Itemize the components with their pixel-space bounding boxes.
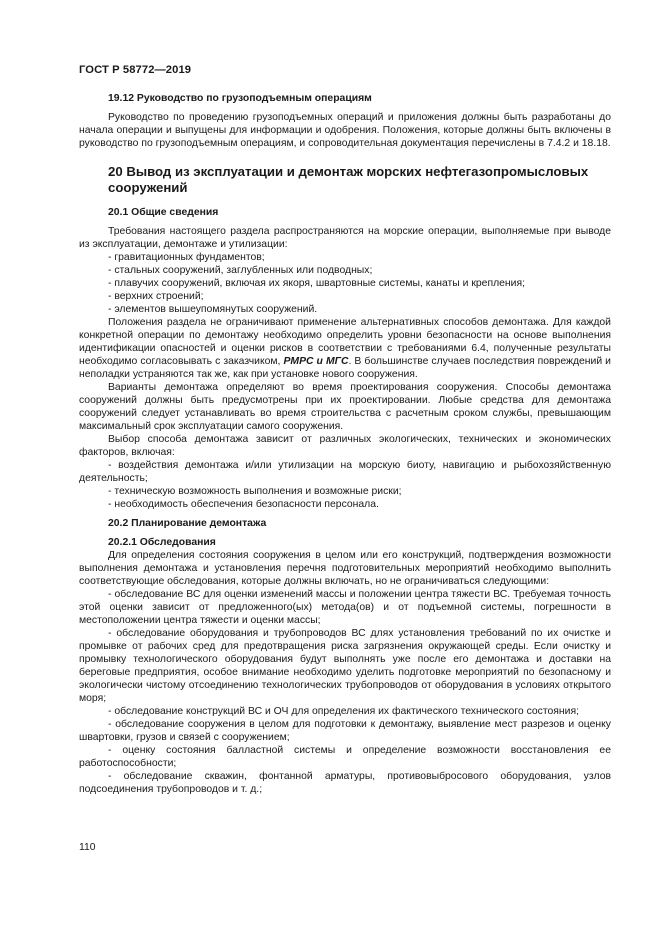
list-item: - элементов вышеупомянутых сооружений. xyxy=(108,304,318,315)
list-item: - обследование оборудования и трубопроводов ВС длях установления требований по их очистке и промывке от рабочих сред для предотвращения риска загрязнения окружающей среды. Если очистку и промывку технологического оборудования будут выполнять уже после его демонтажа и доставки на береговые предприятия, особое внимание необходимо уделить подготовке мероприятий по безопасному и экологически чистому отсоединению технологических трубопроводов от оборудования в условиях открытого моря; xyxy=(79,628,611,704)
section-20-1-intro: Требования настоящего раздела распространяются на морские операции, выполняемые при выводе из эксплуатации, демонтаже и утилизации: xyxy=(79,226,611,250)
emphasized-organizations: РМРС и МГС xyxy=(283,356,349,367)
list-item: - обследование сооружения в целом для подготовки к демонтажу, выявление мест разрезов и оценку швартовки, грузов и связей с сооружением; xyxy=(79,719,611,743)
section-20-1-heading: 20.1 Общие сведения xyxy=(108,207,219,218)
list-item: - верхних строений; xyxy=(108,291,204,302)
list-item: - гравитационных фундаментов; xyxy=(108,252,265,263)
section-20-1-paragraph-3: Варианты демонтажа определяют во время проектирования сооружения. Способы демонтажа сооружений должны быть предусмотрены при их проектировании. Любые средства для демонтажа сооружений следует устанавливать во время строительства с расчетным сроком службы, превышающим максимальный срок эксплуатации самого сооружения. xyxy=(79,382,611,432)
section-19-12-paragraph: Руководство по проведению грузоподъемных операций и приложения должны быть разработаны до начала операции и выпущены для информации и одобрения. Положения, которые должны быть включены в руководство по грузоподъемным операциям, и сопроводительная документация перечислены в 7.4.2 и 18.18. xyxy=(79,112,611,149)
section-20-2-1-heading: 20.2.1 Обследования xyxy=(108,537,216,548)
list-item: - стальных сооружений, заглубленных или подводных; xyxy=(108,265,373,276)
section-20-2-1-intro: Для определения состояния сооружения в целом или его конструкций, подтверждения возможности выполнения демонтажа и установления перечня подготовительных мероприятий необходимо выполнить соответствующие обследования, которые должны включать, но не ограничиваться следующими: xyxy=(79,550,611,587)
page-number: 110 xyxy=(79,842,96,853)
list-item: - плавучих сооружений, включая их якоря, швартовные системы, канаты и крепления; xyxy=(108,278,525,289)
section-20-2-heading: 20.2 Планирование демонтажа xyxy=(108,518,267,529)
section-19-12-heading: 19.12 Руководство по грузоподъемным операциям xyxy=(108,93,372,104)
list-item: - необходимость обеспечения безопасности персонала. xyxy=(108,499,379,510)
paragraph-text: . В большинстве случаев последствия повреждений и неполадки устраняются так же, как при установке нового сооружения. xyxy=(79,356,611,380)
list-item: - воздействия демонтажа и/или утилизации на морскую биоту, навигацию и рыбохозяйственную деятельность; xyxy=(79,460,611,484)
list-item: - обследование конструкций ВС и ОЧ для определения их фактического технического состояния; xyxy=(108,706,579,717)
paragraph-text: Положения раздела не ограничивают применение альтернативных способов демонтажа. Для каждой конкретной операции по демонтажу необходимо определить уровни безопасности на основе выполнения идентификации опасностей и оценки рисков в соответствии с требованиями 6.4, полученные результаты необходимо согласовывать с заказчиком, xyxy=(79,317,611,367)
list-item: - обследование скважин, фонтанной арматуры, противовыбросового оборудования, узлов подсоединения трубопроводов и т. д.; xyxy=(79,771,611,795)
section-20-1-paragraph-4: Выбор способа демонтажа зависит от различных экологических, технических и экономических факторов, включая: xyxy=(79,434,611,458)
section-20-heading: 20 Вывод из эксплуатации и демонтаж морских нефтегазопромысловых сооружений xyxy=(108,164,589,195)
section-20-1-paragraph-2 xyxy=(79,316,611,381)
list-item: - обследование ВС для оценки изменений массы и положении центра тяжести ВС. Требуемая точность этой оценки зависит от предложенного(ых) метода(ов) и от подъемной системы, погрешности в местоположении центра тяжести и оценки массы; xyxy=(79,589,611,626)
list-item: - техническую возможность выполнения и возможные риски; xyxy=(108,486,402,497)
page-content xyxy=(79,92,611,796)
list-item: - оценку состояния балластной системы и определение возможности восстановления ее работоспособности; xyxy=(79,745,611,769)
document-code-header: ГОСТ Р 58772—2019 xyxy=(79,64,192,76)
